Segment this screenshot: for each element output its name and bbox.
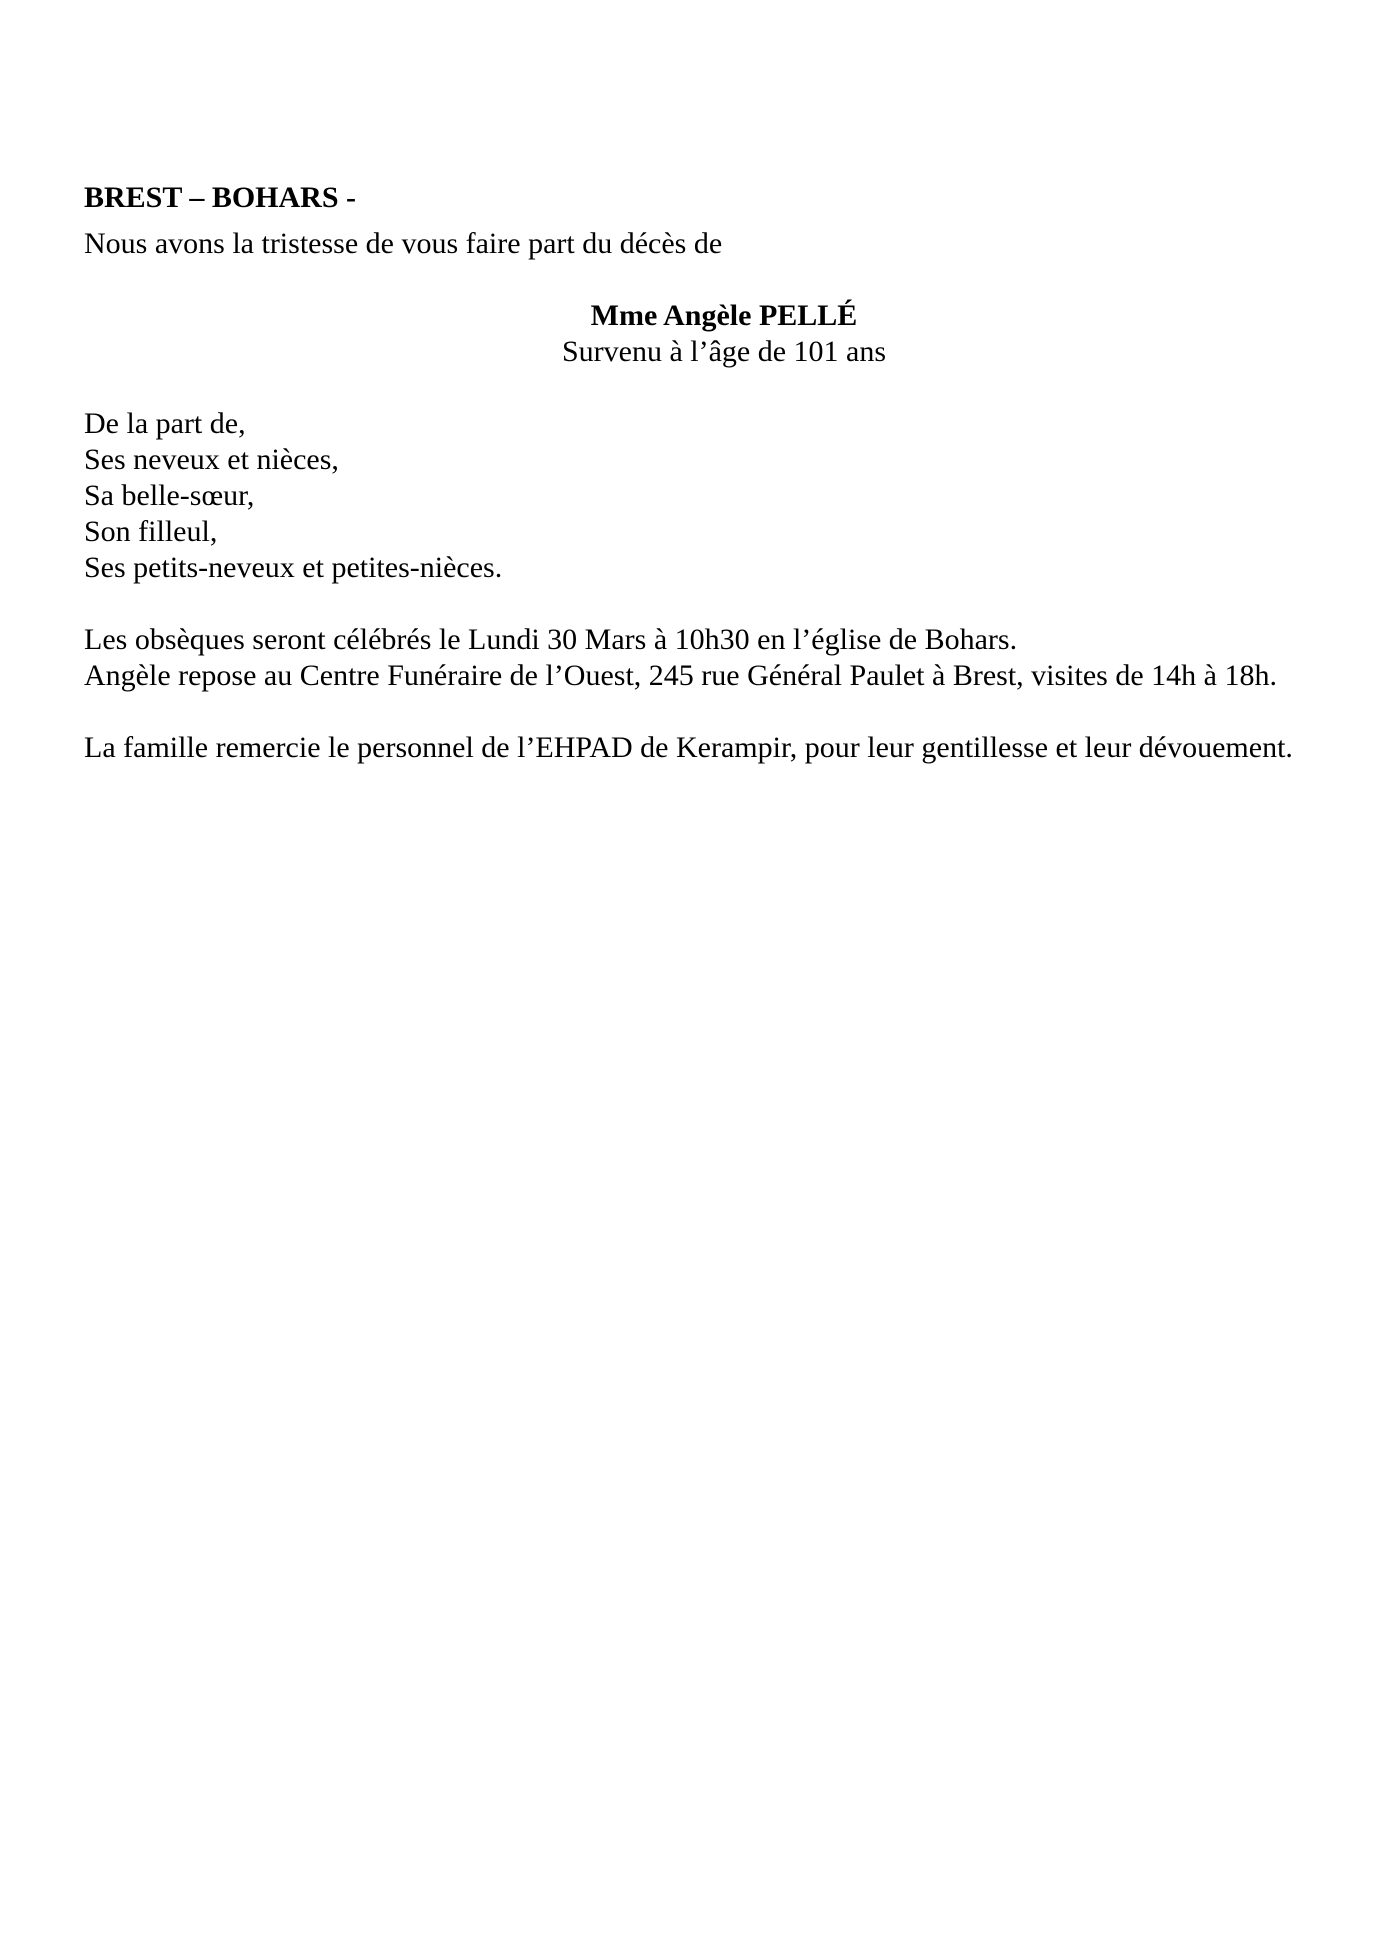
deceased-block — [84, 298, 1304, 370]
thanks-text: La famille remercie le personnel de l’EHPAD de Kerampir, pour leur gentillesse et leur dévouement. — [84, 731, 1293, 764]
location-heading: BREST – BOHARS - — [84, 181, 357, 214]
funeral-info — [84, 622, 1304, 694]
family-line: Ses neveux et nièces, — [84, 443, 339, 476]
family-line: Ses petits-neveux et petites-nièces. — [84, 551, 503, 584]
notice-content — [84, 180, 1304, 766]
family-line: Son filleul, — [84, 515, 218, 548]
family-line: Sa belle-sœur, — [84, 479, 255, 512]
thanks-paragraph — [84, 730, 1304, 766]
family-list — [84, 406, 1304, 586]
family-line: De la part de, — [84, 407, 246, 440]
deceased-age: Survenu à l’âge de 101 ans — [561, 335, 887, 368]
visits-text: Angèle repose au Centre Funéraire de l’Ouest, 245 rue Général Paulet à Brest, visites de 14h à 18h. — [84, 659, 1277, 692]
ceremony-text: Les obsèques seront célébrés le Lundi 30 Mars à 10h30 en l’église de Bohars. — [84, 623, 1018, 656]
intro-text: Nous avons la tristesse de vous faire part du décès de — [84, 227, 723, 260]
deceased-name: Mme Angèle PELLÉ — [590, 299, 858, 332]
